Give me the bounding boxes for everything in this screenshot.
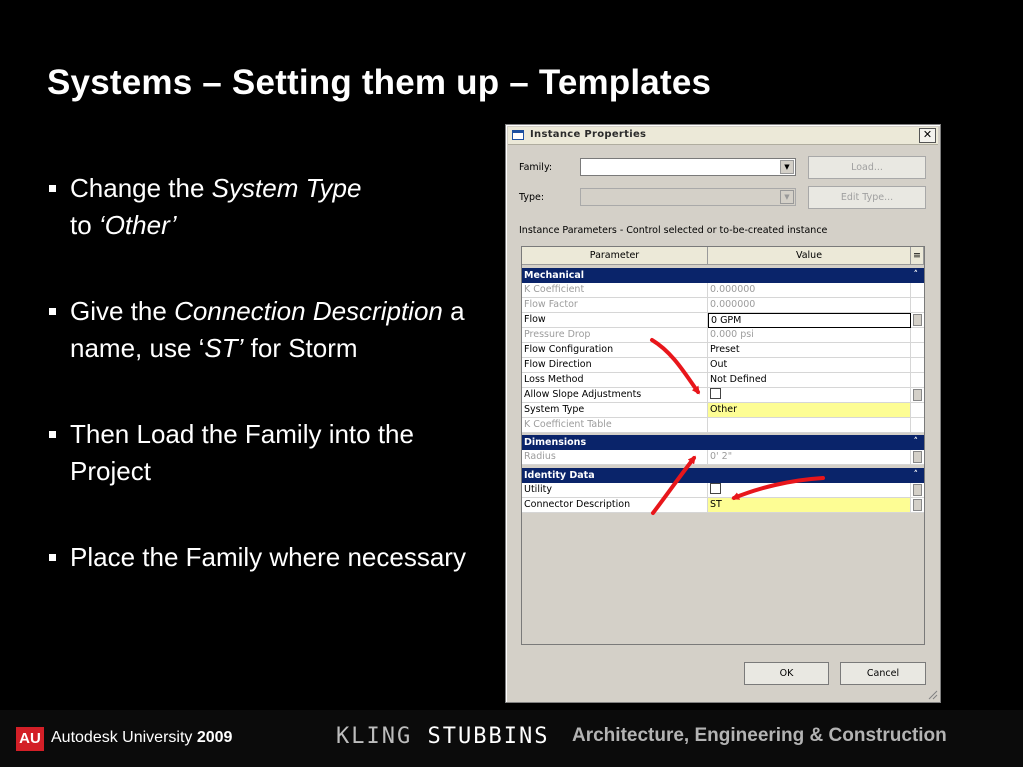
window-icon — [512, 130, 524, 140]
chevron-down-icon[interactable]: ▼ — [780, 190, 794, 204]
flow-edit-button[interactable] — [913, 314, 922, 326]
bullet-marker — [49, 308, 56, 315]
bullet-load-family: Then Load the Family into the Project — [47, 416, 467, 490]
type-combobox[interactable] — [580, 188, 796, 206]
autodesk-university-label: Autodesk University 2009 — [51, 729, 233, 746]
flow-value-field[interactable]: 0 GPM — [708, 313, 911, 328]
row-flow[interactable]: Flow 0 GPM — [522, 313, 924, 328]
radius-edit-button[interactable] — [913, 451, 922, 463]
footer-bar — [0, 710, 1023, 767]
collapse-icon[interactable]: ˄ — [913, 270, 918, 280]
column-header-value[interactable]: Value — [708, 247, 911, 265]
row-radius[interactable]: Radius 0' 2" — [522, 450, 924, 465]
row-flow-configuration[interactable]: Flow Configuration Preset — [522, 343, 924, 358]
connector-description-value[interactable]: ST — [708, 498, 911, 513]
bullet-place-family: Place the Family where necessary — [47, 539, 467, 576]
row-utility[interactable]: Utility — [522, 483, 924, 498]
filter-icon[interactable]: ≡ — [911, 247, 924, 265]
row-flow-factor[interactable]: Flow Factor 0.000000 — [522, 298, 924, 313]
resize-grip-icon[interactable] — [927, 689, 938, 700]
collapse-icon[interactable]: ˄ — [913, 437, 918, 447]
property-grid — [521, 246, 925, 645]
slide-title: Systems – Setting them up – Templates — [47, 63, 712, 102]
load-button[interactable]: Load... — [808, 156, 926, 179]
connector-description-edit-button[interactable] — [913, 499, 922, 511]
allow-slope-edit-button[interactable] — [913, 389, 922, 401]
row-loss-method[interactable]: Loss Method Not Defined — [522, 373, 924, 388]
grid-header — [522, 247, 924, 265]
bullet-marker — [49, 185, 56, 192]
instance-properties-dialog — [505, 124, 941, 703]
edit-type-button[interactable]: Edit Type... — [808, 186, 926, 209]
bullet-connection-description: Give the Connection Description a name, use ‘ST’ for Storm — [47, 293, 467, 367]
cancel-button[interactable]: Cancel — [840, 662, 926, 685]
row-pressure-drop[interactable]: Pressure Drop 0.000 psi — [522, 328, 924, 343]
family-combobox[interactable] — [580, 158, 796, 176]
allow-slope-checkbox[interactable] — [710, 388, 721, 399]
row-k-coefficient-table[interactable]: K Coefficient Table — [522, 418, 924, 433]
close-icon[interactable]: ✕ — [919, 128, 936, 143]
footer-tagline: Architecture, Engineering & Construction — [572, 725, 947, 746]
row-system-type[interactable]: System Type Other — [522, 403, 924, 418]
bullet-marker — [49, 431, 56, 438]
utility-edit-button[interactable] — [913, 484, 922, 496]
bullet-list — [47, 170, 467, 625]
collapse-icon[interactable]: ˄ — [913, 470, 918, 480]
row-allow-slope-adjustments[interactable]: Allow Slope Adjustments — [522, 388, 924, 403]
kling-stubbins-logo: KLING STUBBINS — [336, 724, 550, 749]
dialog-titlebar[interactable] — [508, 127, 938, 145]
bullet-system-type: Change the System Type to ‘Other’ — [47, 170, 467, 244]
row-connector-description[interactable]: Connector Description ST — [522, 498, 924, 513]
chevron-down-icon[interactable]: ▼ — [780, 160, 794, 174]
group-dimensions[interactable]: Dimensions ˄ — [522, 435, 924, 450]
bullet-marker — [49, 554, 56, 561]
type-label: Type: — [519, 192, 545, 203]
dialog-title: Instance Properties — [530, 129, 647, 140]
group-mechanical[interactable]: Mechanical ˄ — [522, 268, 924, 283]
row-k-coefficient[interactable]: K Coefficient 0.000000 — [522, 283, 924, 298]
autodesk-university-logo: AU — [16, 727, 44, 751]
family-label: Family: — [519, 162, 553, 173]
system-type-value[interactable]: Other — [708, 403, 911, 418]
column-header-parameter[interactable]: Parameter — [522, 247, 708, 265]
ok-button[interactable]: OK — [744, 662, 829, 685]
row-flow-direction[interactable]: Flow Direction Out — [522, 358, 924, 373]
instance-parameters-caption: Instance Parameters - Control selected or to-be-created instance — [519, 225, 828, 236]
group-identity-data[interactable]: Identity Data ˄ — [522, 468, 924, 483]
utility-checkbox[interactable] — [710, 483, 721, 494]
